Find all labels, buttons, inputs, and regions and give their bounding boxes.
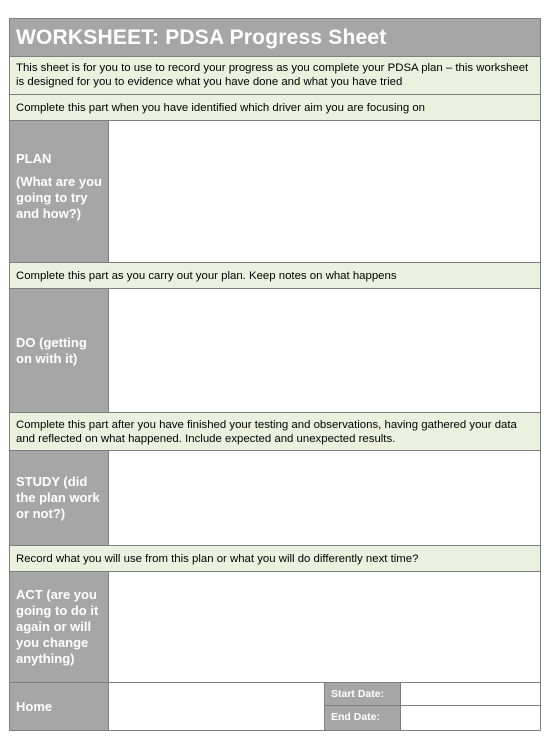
page-title: WORKSHEET: PDSA Progress Sheet <box>10 19 540 57</box>
study-section <box>10 451 540 546</box>
study-instruction: Complete this part after you have finished your testing and observations, having gathered your data and reflected on what happened. Include expected and unexpected results. <box>10 413 540 451</box>
footer-row <box>10 683 540 730</box>
do-instruction: Complete this part as you carry out your plan. Keep notes on what happens <box>10 263 540 289</box>
plan-instruction: Complete this part when you have identified which driver aim you are focusing on <box>10 95 540 121</box>
plan-section <box>10 121 540 263</box>
end-date-label: End Date: <box>331 711 381 723</box>
plan-input-area[interactable] <box>109 121 540 262</box>
date-values <box>401 683 540 730</box>
act-instruction: Record what you will use from this plan or what you will do differently next time? <box>10 546 540 572</box>
date-labels <box>325 683 401 730</box>
act-label: ACT (are you going to do it again or will you change anything) <box>10 572 109 682</box>
study-input-area[interactable] <box>109 451 540 545</box>
end-date-field[interactable] <box>401 706 540 729</box>
plan-label-question: (What are you going to try and how?) <box>16 174 102 221</box>
study-label: STUDY (did the plan work or not?) <box>10 451 109 545</box>
do-input-area[interactable] <box>109 289 540 412</box>
home-label: Home <box>10 683 109 730</box>
home-field[interactable] <box>109 683 325 730</box>
intro-text: This sheet is for you to use to record your progress as you complete your PDSA plan – this worksheet is designed for you to evidence what you have done and what you have tried <box>10 57 540 95</box>
act-input-area[interactable] <box>109 572 540 682</box>
plan-label-title: PLAN <box>16 151 52 166</box>
pdsa-worksheet <box>9 18 541 731</box>
start-date-label: Start Date: <box>325 683 400 706</box>
start-date-field[interactable] <box>401 683 540 706</box>
plan-label <box>10 121 109 262</box>
do-label: DO (getting on with it) <box>10 289 109 412</box>
do-section <box>10 289 540 413</box>
act-section <box>10 572 540 683</box>
